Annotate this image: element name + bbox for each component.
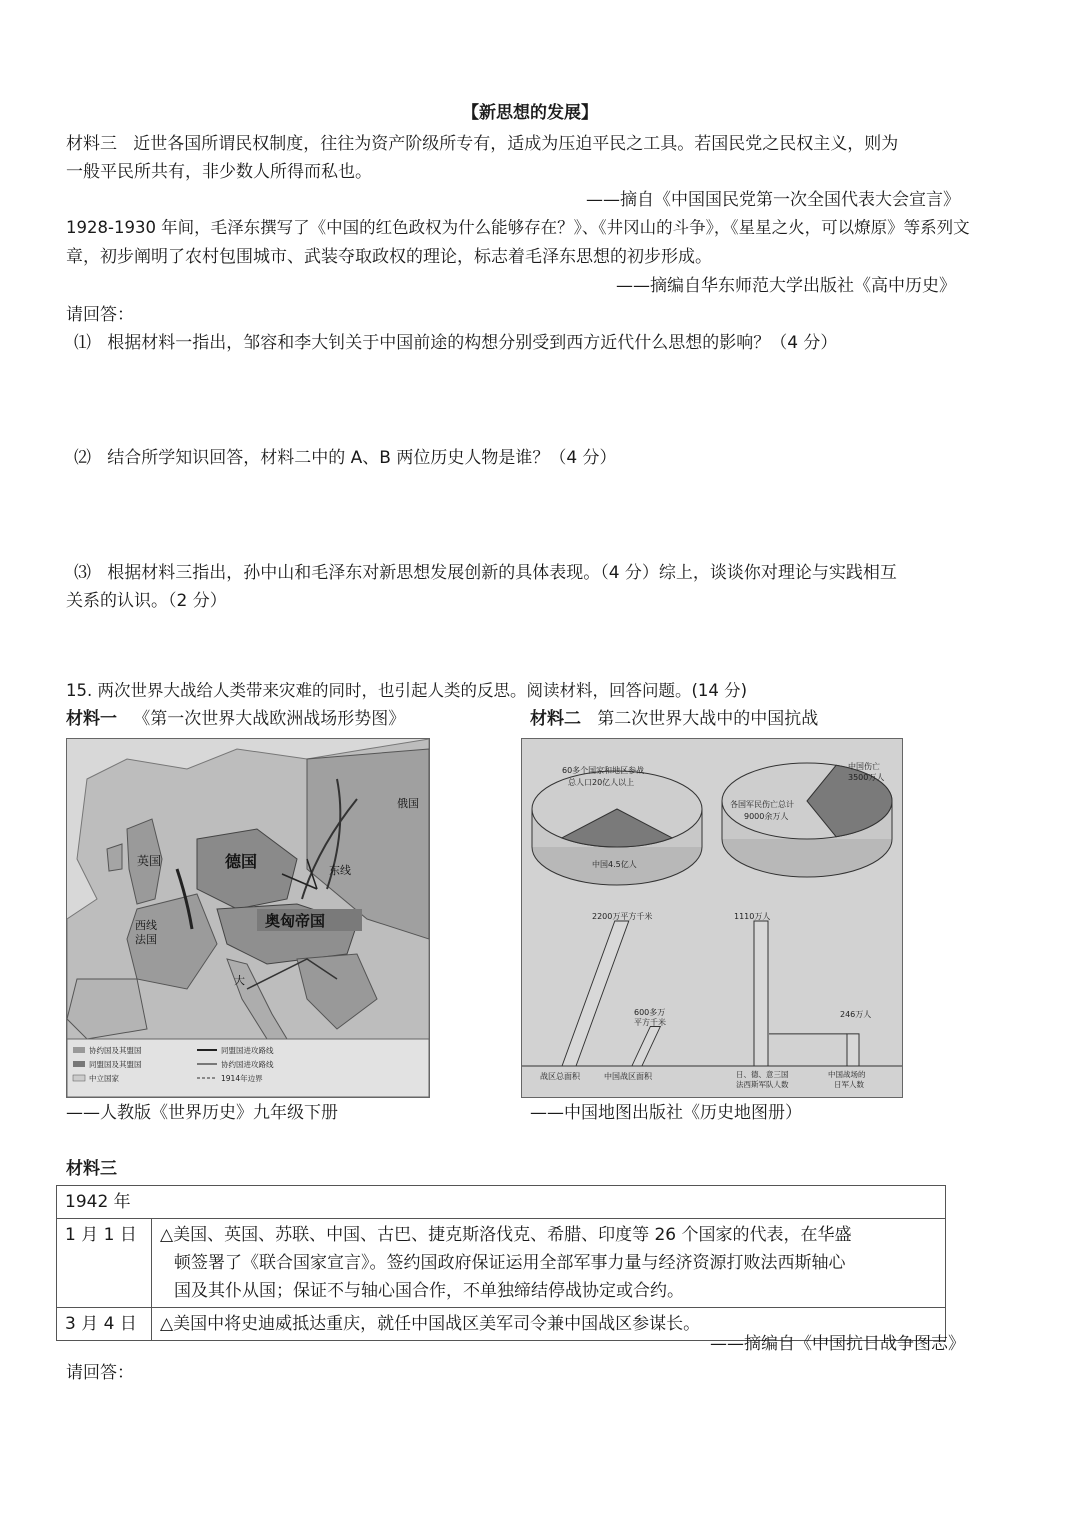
m1-source: ——人教版《世界历史》九年级下册 [66, 1103, 338, 1123]
question-3-num: ⑶ [74, 563, 91, 583]
answer-prompt-1: 请回答： [66, 305, 134, 325]
material3-line1 [66, 133, 898, 155]
bar1-label-small: 600多万 [634, 1008, 666, 1017]
material3-source-2: ——摘编自华东师范大学出版社《高中历史》 [616, 276, 956, 296]
bar1-axis-1: 战区总面积 [540, 1072, 580, 1081]
legend-entente-attack: 协约国进攻路线 [221, 1060, 274, 1069]
m3-year: 1942 年 [57, 1186, 946, 1219]
bar-axis-troops [754, 921, 768, 1066]
table-row [57, 1219, 946, 1308]
bar1-axis-2: 中国战区面积 [604, 1072, 652, 1081]
map-label-west-1: 西线 [135, 919, 157, 932]
m3-row1-content [152, 1219, 946, 1308]
question-2-text: 结合所学知识回答，材料二中的 A、B 两位历史人物是谁？（4 分） [107, 448, 617, 468]
m3-row2-line1: △美国中将史迪威抵达重庆，就任中国战区美军司令兼中国战区参谋长。 [152, 1308, 946, 1341]
bar2-axis-2: 中国战场的 [828, 1070, 866, 1079]
question-2 [74, 447, 617, 469]
material3-text2-2: 章，初步阐明了农村包围城市、武装夺取政权的理论，标志着毛泽东思想的初步形成。 [66, 247, 712, 267]
m3-row1-date: 1 月 1 日 [57, 1219, 152, 1308]
pie1-label-bottom: 中国4.5亿人 [592, 860, 637, 869]
question-1-num: ⑴ [74, 333, 91, 353]
ww2-china-charts [521, 738, 903, 1098]
m1-label: 材料一 [66, 709, 117, 729]
m3-row2-date: 3 月 4 日 [57, 1308, 152, 1341]
question-1-text: 根据材料一指出，邹容和李大钊关于中国前途的构想分别受到西方近代什么思想的影响？（4 分） [107, 333, 838, 353]
bar1-label-small2: 平方千米 [634, 1018, 666, 1027]
map-label-east-front: 东线 [329, 864, 351, 877]
m3-year-row [57, 1186, 946, 1219]
question-1 [74, 332, 837, 354]
material3-source-1: ——摘自《中国国民党第一次全国代表大会宣言》 [586, 190, 960, 210]
map-label-italy: 大 [234, 974, 245, 987]
m3-row1-line3: 国及其仆从国；保证不与轴心国合作，不单独缔结停战协定或合约。 [174, 1281, 684, 1301]
legend-central-attack: 同盟国进攻路线 [221, 1046, 274, 1055]
m3-row1-line1: △美国、英国、苏联、中国、古巴、捷克斯洛伐克、希腊、印度等 26 个国家的代表，在华盛 [160, 1225, 852, 1245]
question-3 [74, 562, 897, 584]
legend-entente: 协约国及其盟国 [89, 1046, 142, 1055]
map-label-england: 英国 [137, 854, 162, 868]
m2-heading [530, 708, 818, 730]
m2-label: 材料二 [530, 709, 581, 729]
legend-border-1914: 1914年边界 [221, 1074, 263, 1083]
bar-japan-troops-china [847, 1034, 859, 1066]
material3-text2-1: 1928-1930 年间，毛泽东撰写了《中国的红色政权为什么能够存在？》、《井冈山的斗争》，《星星之火，可以燎原》等系列文 [66, 218, 970, 237]
answer-prompt-2: 请回答： [66, 1363, 134, 1383]
map-label-russia: 俄国 [397, 797, 419, 810]
map-label-west-2: 法国 [135, 933, 157, 946]
bar2-axis-1b: 法西斯军队人数 [736, 1080, 789, 1089]
q15-text: 15. 两次世界大战给人类带来灾难的同时，也引起人类的反思。阅读材料，回答问题。(14 分) [66, 681, 748, 700]
legend-neutral: 中立国家 [89, 1074, 119, 1083]
m1-heading [66, 708, 405, 730]
legend-central: 同盟国及其盟国 [89, 1060, 142, 1069]
bar2-label-top: 1110万人 [734, 912, 771, 921]
pie2-label-rest2: 9000余万人 [744, 812, 789, 821]
m2-title: 第二次世界大战中的中国抗战 [597, 709, 819, 729]
m3-row1-line2: 顿签署了《联合国家宣言》。签约国政府保证运用全部军事力量与经济资源打败法西斯轴心 [174, 1253, 846, 1273]
pie1-label-top: 60多个国家和地区参战 [562, 766, 645, 775]
m3-source: ——摘编自《中国抗日战争图志》 [710, 1334, 965, 1354]
question-3-text: 根据材料三指出，孙中山和毛泽东对新思想发展创新的具体表现。（4 分）综上，谈谈你对理论与实践相互 [107, 563, 897, 583]
bar1-label-top: 2200万平方千米 [592, 912, 653, 921]
map-label-germany: 德国 [225, 852, 258, 871]
pie2-label-slice2: 3500万人 [848, 773, 885, 782]
pie2-label-slice: 中国伤亡 [848, 762, 880, 771]
m2-source: ——中国地图出版社《历史地图册） [530, 1103, 802, 1123]
bar2-label-small: 246万人 [840, 1010, 872, 1019]
material3-label: 材料三 [66, 134, 117, 154]
question-2-num: ⑵ [74, 448, 91, 468]
m1-title: 《第一次世界大战欧洲战场形势图》 [133, 709, 406, 729]
map-label-austria: 奥匈帝国 [265, 912, 326, 930]
m3-label: 材料三 [66, 1159, 117, 1179]
material3-text-1: 近世各国所谓民权制度，往往为资产阶级所专有，适成为压迫平民之工具。若国民党之民权主义，则为 [133, 134, 899, 154]
bar-china-area [632, 1026, 660, 1066]
bar-total-area [562, 921, 629, 1066]
m3-events-table [56, 1185, 946, 1341]
pie2-label-rest: 各国军民伤亡总计 [730, 800, 794, 809]
question-3-text-2: 关系的认识。（2 分） [66, 591, 227, 611]
bar2-axis-1: 日、德、意三国 [736, 1070, 789, 1079]
ww1-europe-map [66, 738, 430, 1098]
material3-text-2: 一般平民所共有，非少数人所得而私也。 [66, 162, 372, 182]
pie1-label-top2: 总人口20亿人以上 [568, 778, 635, 787]
bar2-axis-2b: 日军人数 [834, 1080, 864, 1089]
section-title: 【新思想的发展】 [462, 103, 598, 123]
